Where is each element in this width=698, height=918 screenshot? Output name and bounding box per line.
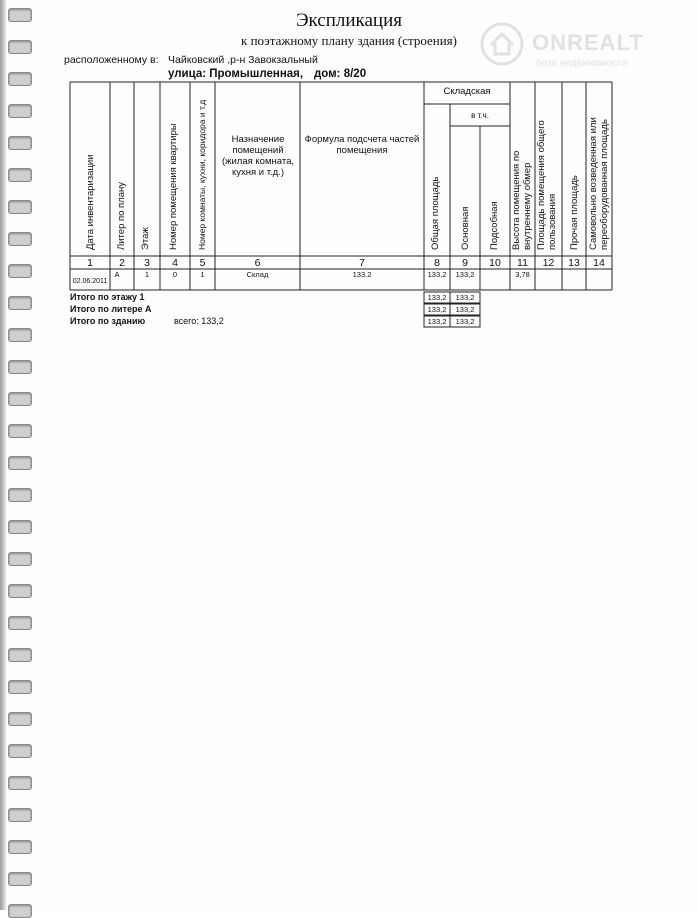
header-auxiliary-area: Подсобная xyxy=(489,201,500,250)
column-number: 4 xyxy=(172,257,178,269)
total-building-sum: всего: 133,2 xyxy=(174,316,224,326)
document-title: Экспликация xyxy=(295,10,402,31)
column-number: 9 xyxy=(462,257,468,269)
header-unauthorized-area: Самовольно возведенная или переоборудованная площадь xyxy=(588,117,610,250)
column-number: 2 xyxy=(119,257,125,269)
cell-height: 3,78 xyxy=(515,270,530,279)
header-formula: Формула подсчета частей помещения xyxy=(304,134,420,156)
header-inventory-date: Дата инвентаризации xyxy=(85,154,96,250)
column-number: 13 xyxy=(568,257,580,269)
location-label: расположенному в: xyxy=(64,54,159,66)
cell-date: 02.06.2011 xyxy=(72,278,108,285)
cell-purpose: Склад xyxy=(246,270,269,279)
header-including: в т.ч. xyxy=(471,111,489,120)
column-number: 5 xyxy=(199,257,206,269)
header-room-number: Номер комнаты, кухни, коридора и т.д xyxy=(197,99,207,250)
location-house: дом: 8/20 xyxy=(314,68,367,80)
cell-room: 1 xyxy=(200,270,205,279)
column-number: 3 xyxy=(144,257,150,269)
document-subtitle: к поэтажному плану здания (строения) xyxy=(241,33,457,48)
header-liter: Литер по плану xyxy=(116,181,127,250)
location-street: улица: Промышленная, xyxy=(168,68,304,80)
header-apartment-number: Номер помещения квартиры xyxy=(168,123,179,250)
total-floor-label: Итого по этажу 1 xyxy=(70,292,145,302)
cell-total-area: 133,2 xyxy=(427,270,447,279)
column-number: 6 xyxy=(254,257,261,269)
header-purpose: Назначение помещений (жилая комната, кухня и т.д.) xyxy=(221,134,294,178)
column-number: 10 xyxy=(489,257,501,269)
header-other-area: Прочая площадь xyxy=(569,175,580,250)
watermark-brand: ONREALT xyxy=(532,30,644,55)
column-number: 11 xyxy=(517,257,528,269)
total-liter-area: 133,2 xyxy=(427,305,447,314)
column-number: 8 xyxy=(434,257,440,269)
total-floor-main: 133,2 xyxy=(455,293,475,302)
header-common-area: Площадь помещения общего пользования xyxy=(536,120,558,250)
cell-floor: 1 xyxy=(144,270,150,279)
total-floor-area: 133,2 xyxy=(427,293,447,302)
watermark-subtitle: база недвижимости xyxy=(536,58,628,69)
total-liter-main: 133,2 xyxy=(455,305,475,314)
header-room-height: Высота помещения по внутреннему обмер xyxy=(511,150,533,250)
cell-main-area: 133,2 xyxy=(455,270,475,279)
header-main-area: Основная xyxy=(460,206,471,250)
total-liter-label: Итого по литере А xyxy=(70,304,152,314)
header-total-area: Общая площадь xyxy=(430,176,441,250)
header-floor: Этаж xyxy=(140,227,151,250)
cell-liter: А xyxy=(114,270,120,279)
column-number: 12 xyxy=(542,257,555,269)
total-building-main: 133,2 xyxy=(455,317,475,326)
cell-formula: 133.2 xyxy=(352,270,372,279)
total-building-area: 133,2 xyxy=(427,317,447,326)
column-number: 7 xyxy=(359,257,365,269)
column-number: 1 xyxy=(87,257,93,269)
cell-apartment: 0 xyxy=(172,270,178,279)
column-number: 14 xyxy=(593,257,605,269)
location-city: Чайковский ,р-н Завокзальный xyxy=(168,54,318,66)
header-warehouse-group: Складская xyxy=(443,86,491,97)
total-building-label: Итого по зданию xyxy=(70,316,146,326)
